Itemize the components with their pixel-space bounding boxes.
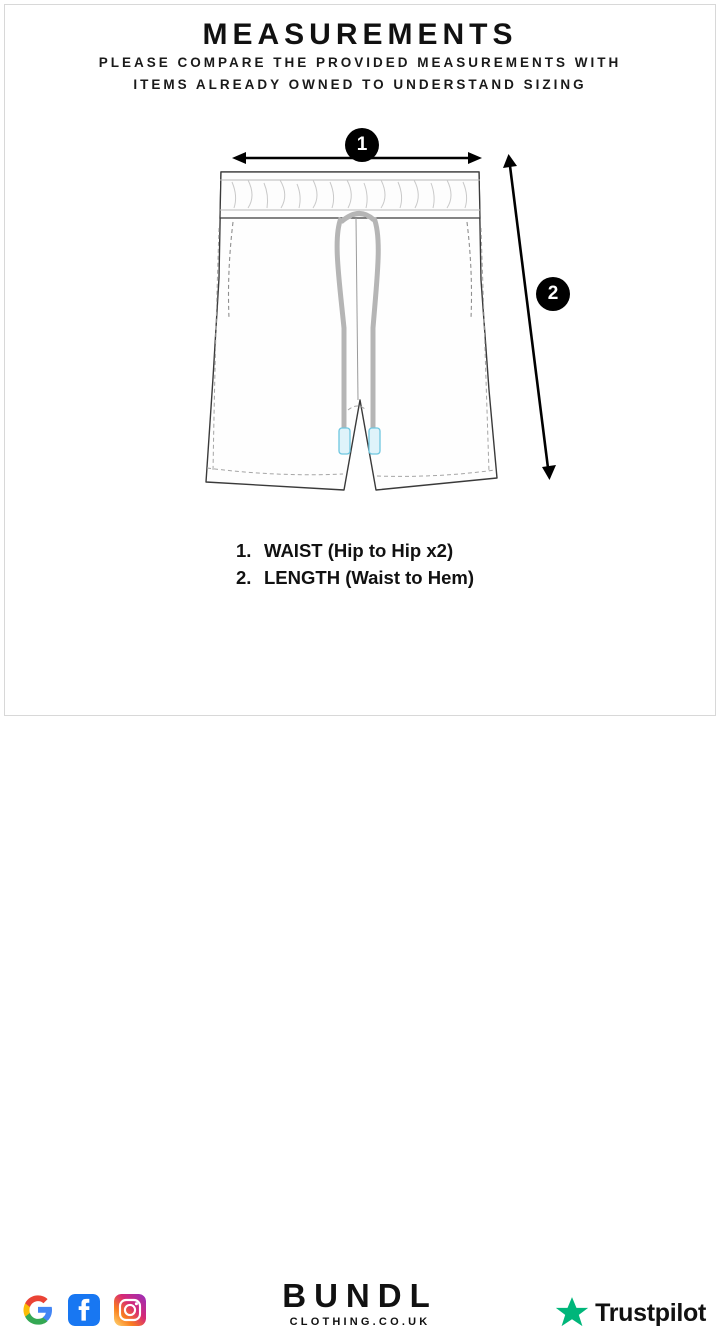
legend-number-2: 2.	[236, 567, 252, 588]
footer	[0, 636, 720, 1328]
measurement-badge-2: 2	[536, 277, 570, 311]
measurement-legend	[236, 537, 636, 591]
shorts-technical-drawing-icon	[0, 110, 720, 510]
subtitle-line-2: ITEMS ALREADY OWNED TO UNDERSTAND SIZING	[133, 77, 587, 92]
legend-item-waist	[236, 537, 636, 564]
legend-label-2: LENGTH (Waist to Hem)	[264, 567, 475, 588]
header	[0, 18, 720, 96]
trustpilot-badge[interactable]	[555, 1296, 706, 1330]
trustpilot-label: Trustpilot	[595, 1298, 706, 1327]
subtitle-line-1: PLEASE COMPARE THE PROVIDED MEASUREMENTS WITH	[98, 55, 622, 70]
shorts-measurement-diagram	[0, 110, 720, 510]
length-measure-arrow	[503, 154, 556, 480]
page-title: MEASUREMENTS	[202, 18, 518, 51]
drawstring-aglets	[339, 428, 380, 454]
trustpilot-star-icon	[555, 1296, 589, 1330]
shorts-outline	[206, 172, 497, 490]
legend-item-length	[236, 564, 636, 591]
brand-name: BUNDL	[282, 1277, 438, 1314]
waistband	[220, 172, 480, 218]
measurement-badge-1: 1	[345, 128, 379, 162]
legend-number-1: 1.	[236, 540, 252, 561]
brand-website: CLOTHING.CO.UK	[289, 1316, 431, 1328]
legend-label-1: WAIST (Hip to Hip x2)	[264, 540, 454, 561]
